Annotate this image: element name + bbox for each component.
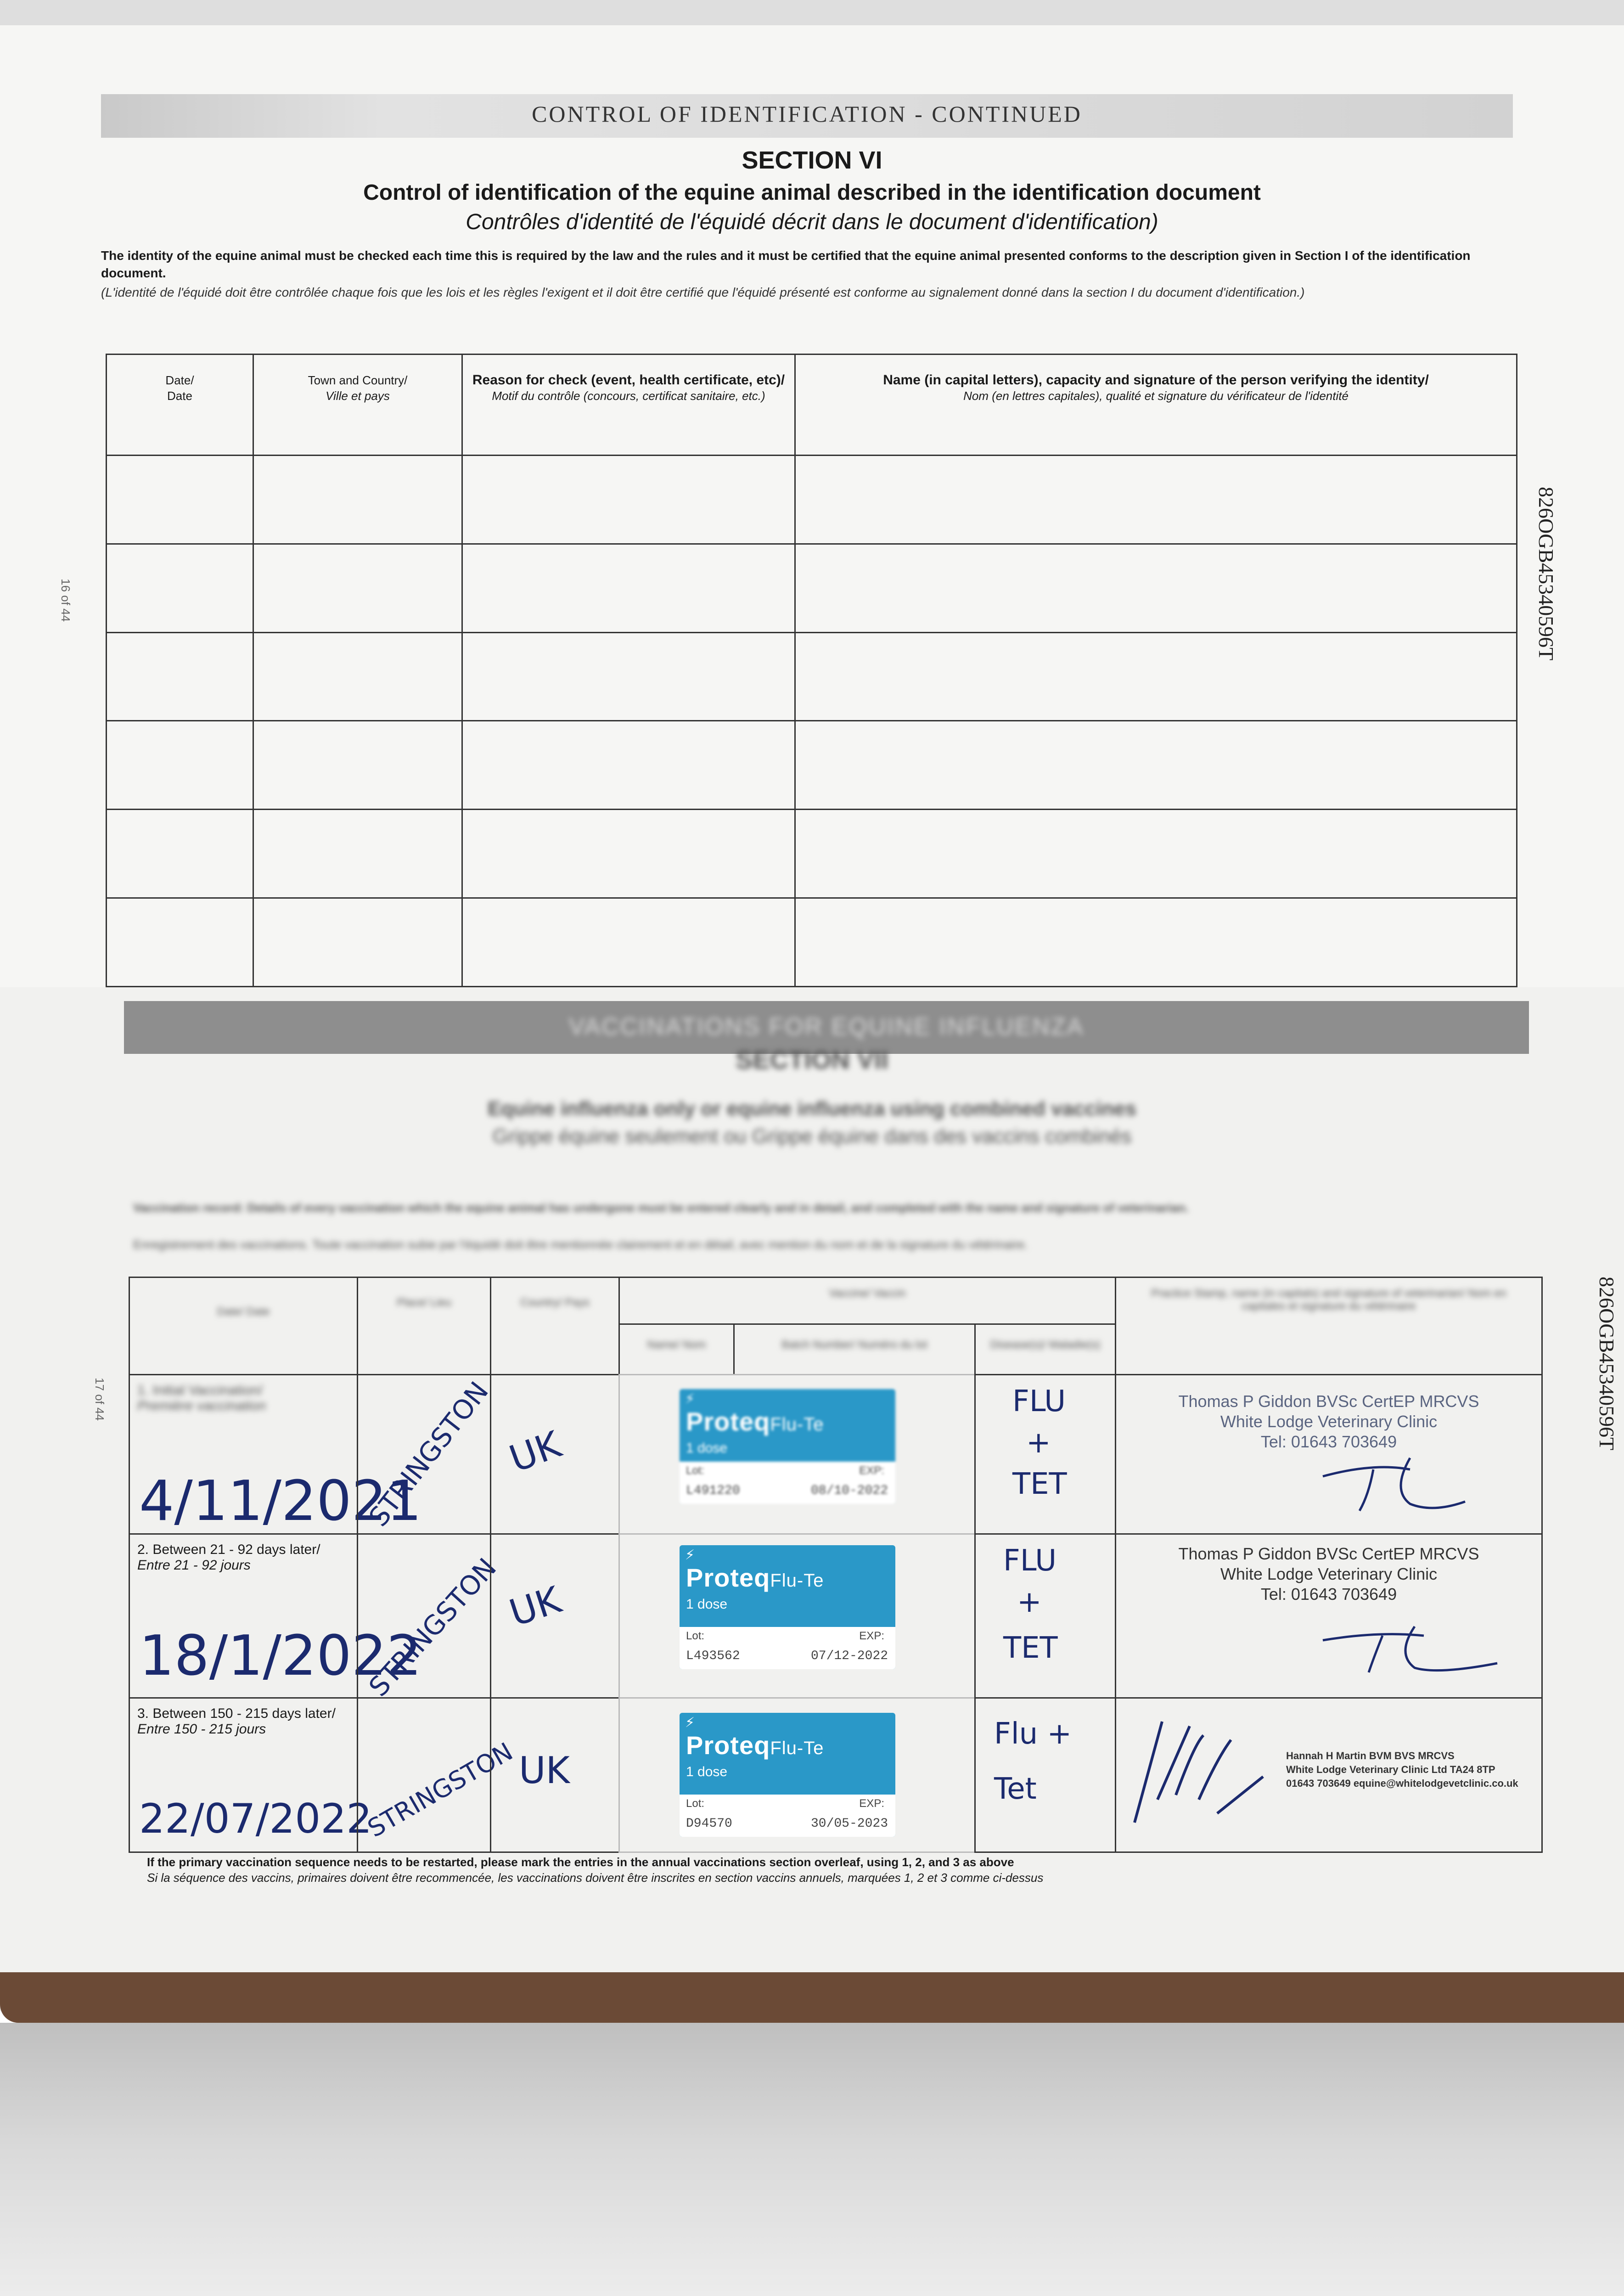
row3-vet-stamp: Hannah H Martin BVM BVS MRCVS White Lodge Veterinary Clinic Ltd TA24 8TP 01643 703649 equine@whitelodgevetclinic.co.uk bbox=[1286, 1750, 1518, 1789]
footnote-french: Si la séquence des vaccins, primaires doivent être recommencée, les vaccinations doivent être inscrites en section vaccins annuels, marquées 1, 2 et 3 comme ci-dessus bbox=[147, 1871, 1044, 1885]
row1-signature bbox=[1318, 1449, 1470, 1518]
vaccination-subtitle-english: Equine influenza only or equine influenza using combined vaccines bbox=[487, 1097, 1137, 1120]
row2-country: UK bbox=[504, 1578, 566, 1635]
row2-place-cell bbox=[357, 1533, 503, 1703]
row1-vaccine-sticker: ⚡ ProteqFlu-Te 1 dose Lot: EXP: L491220 08/10-2022 bbox=[680, 1389, 895, 1504]
row1-expiry: 08/10-2022 bbox=[810, 1484, 888, 1498]
document-id-top: 826OGB45340596T bbox=[1534, 487, 1558, 661]
row3-country: UK bbox=[519, 1749, 570, 1792]
row1-disease-plus: + bbox=[1026, 1426, 1051, 1460]
row3-expiry: 30/05-2023 bbox=[810, 1817, 888, 1831]
header-date: Date/ Date bbox=[129, 1277, 358, 1375]
identity-check-row bbox=[107, 632, 1517, 721]
row1-date-cell bbox=[129, 1374, 422, 1535]
row2-vet-stamp: Thomas P Giddon BVSc CertEP MRCVS White Lodge Veterinary Clinic Tel: 01643 703649 bbox=[1178, 1544, 1479, 1604]
vaccination-instructions-french: Enregistrement des vaccinations. Toute vaccination subie par l'équidé doit être mentionnée clairement et en détail, avec mention du nom et de la signature du vétérinaire. bbox=[133, 1238, 1028, 1251]
row2-lot: L493562 bbox=[686, 1649, 740, 1663]
row3-place-cell bbox=[357, 1697, 518, 1853]
row2-disease-plus: + bbox=[1017, 1585, 1042, 1619]
row2-signature bbox=[1318, 1613, 1502, 1682]
row2-expiry: 07/12-2022 bbox=[810, 1649, 888, 1663]
row1-label: 1. Initial Vaccination/ Première vaccination bbox=[137, 1383, 266, 1413]
row1-place-cell bbox=[357, 1374, 495, 1535]
identity-check-table bbox=[106, 354, 1517, 987]
subtitle-french: Contrôles d'identité de l'équidé décrit dans le document d'identification) bbox=[466, 210, 1158, 234]
row3-place: STRINGSTON bbox=[363, 1737, 518, 1843]
identity-check-row bbox=[107, 810, 1517, 898]
sticker-bolt-icon: ⚡ bbox=[685, 1548, 695, 1563]
row2-vet-cell bbox=[1115, 1533, 1543, 1699]
row2-country-cell bbox=[490, 1533, 620, 1699]
page-number-bottom: 17 of 44 bbox=[93, 1378, 107, 1421]
row3-disease-tet: Tet bbox=[994, 1772, 1037, 1806]
row1-disease-flu: FLU bbox=[1012, 1384, 1066, 1418]
row2-vaccine-sticker: ⚡ ProteqFlu-Te 1 dose Lot: EXP: L493562 07/12-2022 bbox=[680, 1545, 895, 1669]
section-banner-text: CONTROL OF IDENTIFICATION - CONTINUED bbox=[532, 101, 1082, 127]
column-reason: Reason for check (event, health certificate, etc)/ Motif du contrôle (concours, certificat sanitaire, etc.) bbox=[462, 355, 795, 456]
row3-disease-flu: Flu + bbox=[994, 1717, 1072, 1751]
page-top-edge bbox=[0, 0, 1624, 25]
identity-check-row bbox=[107, 456, 1517, 544]
row2-label: 2. Between 21 - 92 days later/ Entre 21 - 92 jours bbox=[137, 1542, 320, 1573]
section-banner bbox=[101, 94, 1513, 138]
row1-country-cell bbox=[490, 1374, 620, 1535]
identity-check-row bbox=[107, 898, 1517, 987]
subtitle-english: Control of identification of the equine animal described in the identification document bbox=[363, 180, 1261, 205]
sticker-bolt-icon: ⚡ bbox=[685, 1391, 695, 1407]
row3-signature bbox=[1125, 1708, 1277, 1836]
sticker-bolt-icon: ⚡ bbox=[685, 1715, 695, 1730]
header-country: Country/ Pays bbox=[490, 1277, 620, 1375]
row1-date: 4/11/2021 bbox=[139, 1469, 422, 1533]
header-place: Place/ Lieu bbox=[357, 1277, 491, 1375]
vaccination-subtitle-french: Grippe équine seulement ou Grippe équine dans des vaccins combinés bbox=[492, 1125, 1132, 1148]
row1-vet-cell bbox=[1115, 1374, 1543, 1535]
scan-background bbox=[0, 2023, 1624, 2296]
passport-cover-edge bbox=[0, 1972, 1624, 2023]
column-date: Date/ Date bbox=[107, 355, 253, 456]
instructions-french: (L'identité de l'équidé doit être contrôlée chaque fois que les lois et les règles l'exigent et il doit être certifié que l'équidé présenté est conforme au signalement donné dans la section I du document d'identification.) bbox=[101, 285, 1305, 299]
header-vaccine: Vaccine/ Vaccin bbox=[618, 1277, 1116, 1325]
row2-disease-flu: FLU bbox=[1003, 1544, 1057, 1578]
row2-date: 18/1/2022 bbox=[139, 1624, 422, 1688]
row3-date-cell bbox=[129, 1697, 372, 1853]
row1-disease-tet: TET bbox=[1012, 1467, 1067, 1501]
vaccination-instructions-english: Vaccination record: Details of every vaccination which the equine animal has undergone must be entered clearly and in detail, and completed with the name and signature of veterinarian. bbox=[133, 1201, 1189, 1215]
row2-disease-cell bbox=[974, 1533, 1116, 1699]
row1-country: UK bbox=[504, 1423, 567, 1481]
vaccination-banner-text: VACCINATIONS FOR EQUINE INFLUENZA bbox=[568, 1013, 1085, 1040]
identity-check-header-row bbox=[107, 355, 1517, 456]
column-town-country: Town and Country/ Ville et pays bbox=[253, 355, 462, 456]
identity-check-row bbox=[107, 544, 1517, 632]
row3-lot: D94570 bbox=[686, 1817, 732, 1831]
row1-vet-stamp: Thomas P Giddon BVSc CertEP MRCVS White Lodge Veterinary Clinic Tel: 01643 703649 bbox=[1178, 1392, 1479, 1451]
row1-disease-cell bbox=[974, 1374, 1116, 1535]
footnote-english: If the primary vaccination sequence needs to be restarted, please mark the entries in the annual vaccinations section overleaf, using 1, 2, and 3 as above bbox=[147, 1855, 1014, 1869]
row2-disease-tet: TET bbox=[1003, 1631, 1058, 1665]
row3-label: 3. Between 150 - 215 days later/ Entre 150 - 215 jours bbox=[137, 1706, 336, 1737]
vaccination-section-title: SECTION VII bbox=[736, 1045, 888, 1074]
header-veterinarian: Practice Stamp, name (in capitals) and signature of veterinarian/ Nom en capitales et signature du vétérinaire bbox=[1115, 1277, 1543, 1375]
row3-vaccine-sticker: ⚡ ProteqFlu-Te 1 dose Lot: EXP: D94570 30/05-2023 bbox=[680, 1713, 895, 1837]
header-diseases: Disease(s)/ Maladie(s) bbox=[974, 1323, 1116, 1375]
column-verifier: Name (in capital letters), capacity and signature of the person verifying the identity/ Nom (en lettres capitales), qualité et signature du vérificateur de l'identité bbox=[795, 355, 1517, 456]
row1-lot: L491220 bbox=[686, 1484, 740, 1498]
row3-vet-cell bbox=[1115, 1697, 1543, 1853]
identity-check-row bbox=[107, 721, 1517, 810]
document-id-bottom: 826OGB45340596T bbox=[1595, 1277, 1618, 1451]
row2-place: STRINGSTON bbox=[363, 1552, 503, 1703]
header-vaccine-name: Name/ Nom bbox=[618, 1323, 735, 1375]
row3-date: 22/07/2022 bbox=[139, 1795, 372, 1842]
page-number-top: 16 of 44 bbox=[59, 579, 73, 622]
row1-place: STRINGSTON bbox=[363, 1376, 495, 1532]
header-batch-number: Batch Number/ Numéro du lot bbox=[733, 1323, 976, 1375]
row3-disease-cell bbox=[974, 1697, 1116, 1853]
section-title: SECTION VI bbox=[742, 146, 882, 174]
row3-country-cell bbox=[490, 1697, 620, 1853]
vaccination-table bbox=[129, 1277, 1543, 1853]
instructions-english: The identity of the equine animal must be checked each time this is required by the law and the rules and it must be certified that the equine animal presented conforms to the description given in Section I of the identification document. bbox=[101, 248, 1471, 280]
row2-date-cell bbox=[129, 1533, 422, 1699]
